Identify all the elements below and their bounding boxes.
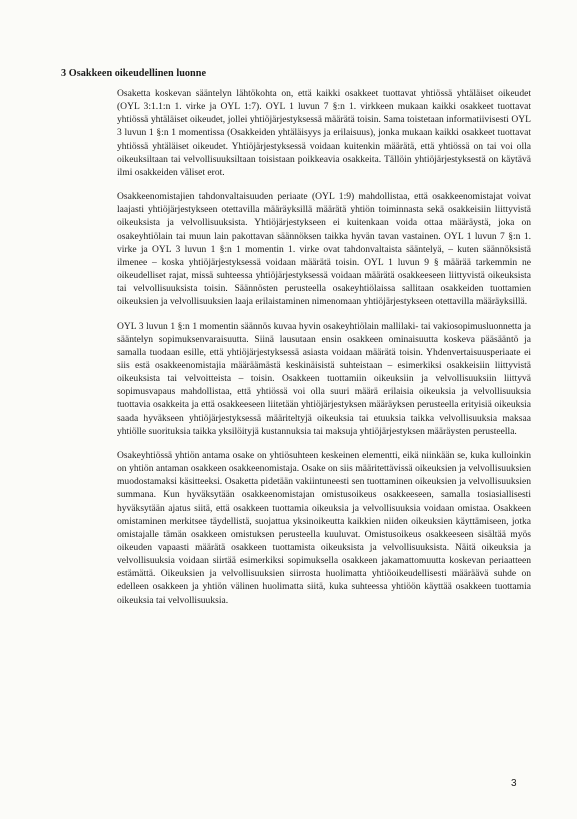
page-number: 3: [511, 778, 517, 789]
paragraph: Osaketta koskevan sääntelyn lähtökohta on, että kaikki osakkeet tuottavat yhtiössä yhtäläiset oikeudet (OYL 3:1.1:n 1. virke ja OYL 1:7). OYL 1 luvun 7 §:n 1. virkkeen mukaan kaikki osakkeet tuottavat yhtiössä yhtäläiset oikeudet, jollei yhtiöjärjestyksessä määrätä toisin. Sama toistetaan informatiivisesti OYL 3 luvun 1 §:n 1 momentissa (Osakkeiden yhtäläisyys ja erilaisuus), jonka mukaan kaikki osakkeet tuottavat yhtiössä yhtäläiset oikeudet. Yhtiöjärjestyksessä voidaan kuitenkin määrätä, että yhtiössä on tai voi olla oikeuksiltaan tai velvollisuuksiltaan toisistaan poikkeavia osakkeita. Tällöin yhtiöjärjestyksestä on käytävä ilmi osakkeiden väliset erot.: [117, 88, 531, 178]
paragraph: OYL 3 luvun 1 §:n 1 momentin säännös kuvaa hyvin osakeyhtiölain mallilaki- tai vakiosopimusluonnetta ja sääntelyn sopimuksenvaraisuutta. Siinä lausutaan ensin osakkeen ominaisuutta koskeva pääsääntö ja samalla tuodaan esille, että yhtiöjärjestyksessä asiasta voidaan määrätä toisin. Yhdenvertaisuusperiaate ei siis estä osakkeenomistajia määräämästä keskinäisistä suhteistaan – esimerkiksi osakkeisiin liittyvistä oikeuksista tai velvoitteista – toisin. Osakkeen tuottamiin oikeuksiin ja velvollisuuksiin liittyvä sopimusvapaus mahdollistaa, että yhtiössä voi olla suuri määrä erilaisia oikeuksia ja velvollisuuksia tuottavia osakkeita ja että osakkeeseen liitetään yhtiöjärjestyksen määräyksen perusteella erityisiä oikeuksia saada hyväkseen yhtiöjärjestyksessä määriteltyjä oikeuksia tai etuuksia taikka velvollisuuksia maksaa yhtiölle suorituksia taikka yksilöityjä kustannuksia tai maksuja yhtiöjärjestyksen määräysten perusteella.: [117, 320, 531, 437]
section-heading: 3 Osakkeen oikeudellinen luonne: [61, 68, 207, 79]
paragraph: Osakkeenomistajien tahdonvaltaisuuden periaate (OYL 1:9) mahdollistaa, että osakkeenomistajat voivat laajasti yhtiöjärjestykseen otettavilla määräyksillä määrätä yhtiön toiminnasta sekä osakkeisiin liittyvistä oikeuksista ja velvollisuuksista. Yhtiöjärjestykseen ei kuitenkaan voida ottaa määräystä, joka on osakeyhtiölain tai muun lain pakottavan säännöksen taikka hyvän tavan vastainen. OYL 1 luvun 7 §:n 1. virke ja OYL 3 luvun 1 §:n 1 momentin 1. virke ovat tahdonvaltaista sääntelyä, – kuten säännöksistä ilmenee – koska yhtiöjärjestyksessä voidaan määrätä toisin. OYL 1 luvun 9 § määrää tarkemmin ne oikeudelliset rajat, missä suhteessa yhtiöjärjestyksessä voidaan määrätä osakkeeseen liittyvistä oikeuksista tai velvollisuuksista toisin. Säännösten perusteella osakeyhtiölaissa sallitaan osakkeiden tuottamien oikeuksien ja velvollisuuksien laaja erilaistaminen nimenomaan yhtiöjärjestykseen otettavilla määräyksillä.: [117, 191, 531, 308]
paragraph: Osakeyhtiössä yhtiön antama osake on yhtiösuhteen keskeinen elementti, eikä niinkään se, kuka kulloinkin on yhtiön antaman osakkeen osakkeenomistaja. Osake on siis määritettävissä oikeuksien ja velvollisuuksien muodostamaksi käsitteeksi. Osaketta pidetään vakiintuneesti sen tuottaminen oikeuksien ja velvollisuuksien summana. Kun hyväksytään osakkeenomistajan omistusoikeus osakkeeseen, samalla tosiasiallisesti hyväksytään ajatus siitä, että osakkeen tuottamia oikeuksia ja velvollisuuksia voidaan omistaa. Osakkeen omistaminen merkitsee täydellistä, suojattua yksinoikeutta kaikkien niiden oikeuksien käyttämiseen, jotka omistajalle tämän osakkeen omistuksen perusteella kuuluvat. Omistusoikeus osakkeeseen sisältää myös oikeuden vapaasti määrätä osakkeen tuottamista oikeuksista ja velvollisuuksista. Näitä oikeuksia ja velvollisuuksia voidaan siirtää esimerkiksi sopimuksella osakkeen jakamattomuutta koskevan periaatteen estämättä. Oikeuksien ja velvollisuuksien siirrosta huolimatta yhtiöoikeudellisesti määräävä suhde on edelleen osakkeen ja yhtiön välinen huolimatta siitä, kuka suhteessa yhtiöön käyttää osakkeen tuottamia oikeuksia tai velvollisuuksia.: [117, 449, 531, 606]
section-body: [117, 87, 531, 618]
